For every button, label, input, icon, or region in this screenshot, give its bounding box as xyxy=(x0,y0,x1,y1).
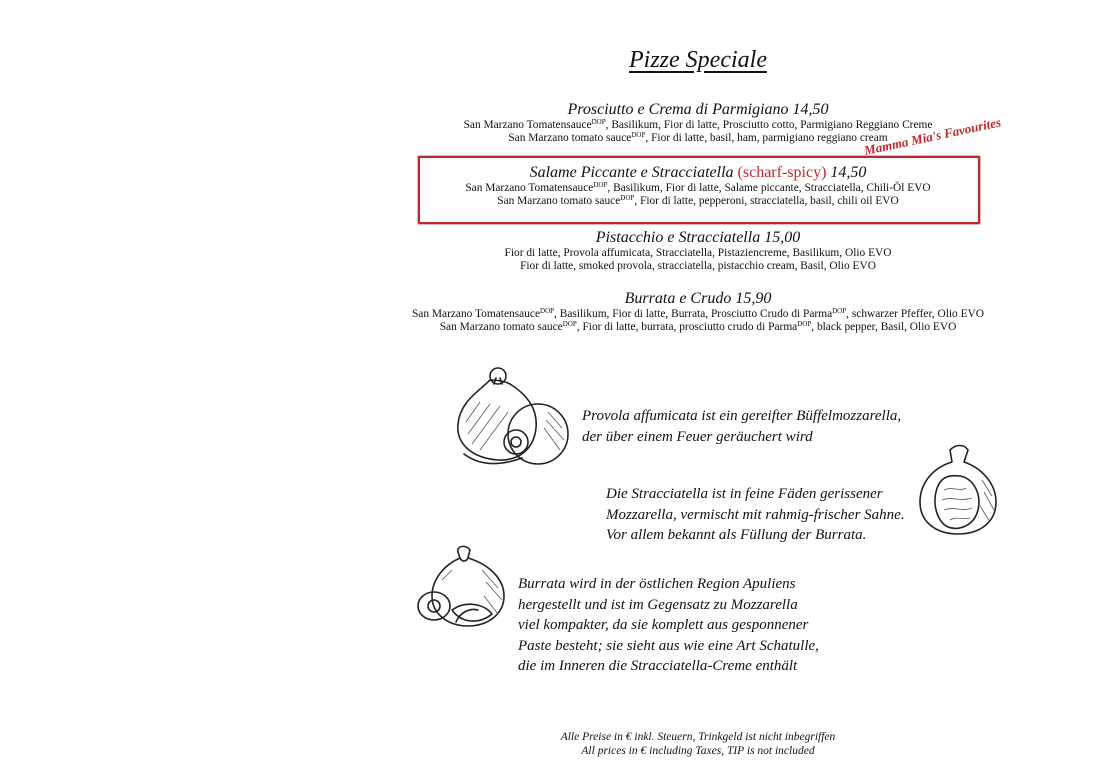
burrata-illustration xyxy=(412,540,516,632)
pizza-name: Pistacchio e Stracciatella xyxy=(595,229,761,246)
price-footer xyxy=(540,730,856,758)
stracciatella-illustration xyxy=(916,440,1000,538)
note-line: Provola affumicata ist ein gereifter Büffelmozzarella, xyxy=(582,408,902,424)
pizza-item xyxy=(400,290,996,334)
provola-illustration xyxy=(450,362,576,472)
note-line: der über einem Feuer geräuchert wird xyxy=(582,428,813,445)
note-line: viel kompakter, da sie komplett aus gesponnener xyxy=(518,617,809,633)
note-line: Paste besteht; sie sieht aus wie eine Art Schatulle, xyxy=(518,637,819,654)
pizza-description-de: San Marzano Tomatensauce$^{DOP}$, Basilikum, Fior di latte, Salame piccante, Stracciatella, Chili-Öl EVO xyxy=(465,181,931,194)
pizza-name: Prosciutto e Crema di Parmigiano xyxy=(567,101,789,118)
pizza-price: 15,00 xyxy=(764,229,801,246)
note-line: Die Stracciatella ist in feine Fäden gerissener xyxy=(606,486,883,502)
pizza-description-de: San Marzano Tomatensauce$^{DOP}$, Basilikum, Fior di latte, Burrata, Prosciutto Crudo di Parma$^{DOP}$, schwarzer Pfeffer, Olio EVO xyxy=(411,307,985,320)
pizza-name: Salame Piccante e Stracciatella xyxy=(529,164,734,181)
pizza-description-en: San Marzano tomato sauce$^{DOP}$, Fior di latte, basil, ham, parmigiano reggiano cream xyxy=(508,131,888,144)
pizza-price: 15,90 xyxy=(735,290,772,307)
pizza-item xyxy=(400,164,996,208)
pizza-description-de: San Marzano Tomatensauce$^{DOP}$, Basilikum, Fior di latte, Prosciutto cotto, Parmigiano Reggiano Creme xyxy=(463,118,933,131)
pizza-price: 14,50 xyxy=(830,164,867,181)
pizza-name-line xyxy=(400,290,996,308)
note-line: Vor allem bekannt als Füllung der Burrata. xyxy=(606,527,867,543)
note-line: Mozzarella, vermischt mit rahmig-frischer Sahne. xyxy=(606,506,905,523)
pizza-description-de: Fior di latte, Provola affumicata, Stracciatella, Pistaziencreme, Basilikum, Olio EVO xyxy=(504,247,892,259)
pizza-name-line xyxy=(400,229,996,247)
note-line: Burrata wird in der östlichen Region Apuliens xyxy=(518,576,796,592)
footer-line-en: All prices in € including Taxes, TIP is not included xyxy=(581,745,815,757)
spicy-label: (scharf-spicy) xyxy=(737,164,827,181)
pizza-price: 14,50 xyxy=(792,101,829,118)
footer-line-de: Alle Preise in € inkl. Steuern, Trinkgeld ist nicht inbegriffen xyxy=(560,731,836,743)
page-title: Pizze Speciale xyxy=(629,47,767,73)
note-line: hergestellt und ist im Gegensatz zu Mozzarella xyxy=(518,596,798,613)
provola-note xyxy=(582,406,901,447)
pizza-name: Burrata e Crudo xyxy=(624,290,732,307)
pizza-description-en: San Marzano tomato sauce$^{DOP}$, Fior di latte, burrata, prosciutto crudo di Parma$^{DOP}$, black pepper, Basil, Olio EVO xyxy=(439,320,957,333)
pizza-name-line xyxy=(400,164,996,182)
pizza-item xyxy=(400,101,996,145)
favourites-label: Mamma Mia's Favourites xyxy=(862,114,1003,159)
pizza-name-line xyxy=(400,101,996,119)
burrata-note xyxy=(518,574,819,677)
stracciatella-note xyxy=(606,484,905,546)
note-line: die im Inneren die Stracciatella-Creme enthält xyxy=(518,658,798,674)
pizza-item xyxy=(400,229,996,273)
pizza-description-en: San Marzano tomato sauce$^{DOP}$, Fior di latte, pepperoni, stracciatella, basil, chili oil EVO xyxy=(497,194,899,207)
pizza-description-en: Fior di latte, smoked provola, stracciatella, pistacchio cream, Basil, Olio EVO xyxy=(520,260,876,272)
